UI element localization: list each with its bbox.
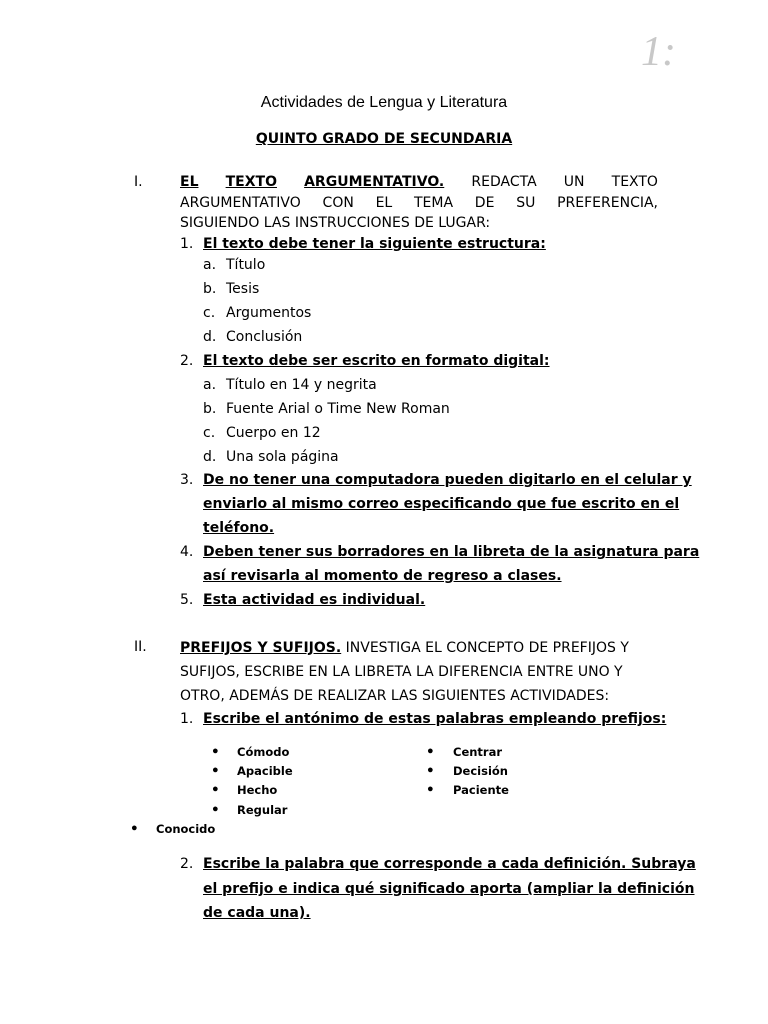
word-list-item: Regular bbox=[237, 803, 288, 817]
item-number: 5. bbox=[180, 592, 194, 608]
sub-item-text: Cuerpo en 12 bbox=[226, 425, 321, 441]
instruction-item-line: así revisarla al momento de regreso a clases. bbox=[203, 568, 562, 584]
page-number: 1: bbox=[641, 29, 676, 75]
item-number: 2. bbox=[180, 856, 194, 872]
sub-item-text: Argumentos bbox=[226, 305, 312, 321]
instruction-item-line: enviarlo al mismo correo especificando que fue escrito en el bbox=[203, 496, 680, 512]
instruction-item: Escribe el antónimo de estas palabras empleando prefijos: bbox=[203, 711, 667, 727]
bullet-icon: ● bbox=[131, 822, 138, 834]
section-1-intro-word: REDACTA bbox=[471, 174, 537, 190]
section-1-line-3: SIGUIENDO LAS INSTRUCCIONES DE LUGAR: bbox=[180, 215, 491, 231]
item-number: 1. bbox=[180, 711, 194, 727]
instruction-item-line: el prefijo e indica qué significado aporta (ampliar la definición bbox=[203, 881, 695, 897]
item-number: 2. bbox=[180, 353, 194, 369]
bullet-icon: ● bbox=[427, 783, 434, 795]
instruction-item-line: Deben tener sus borradores en la libreta de la asignatura para bbox=[203, 544, 700, 560]
instruction-item-line: De no tener una computadora pueden digitarlo en el celular y bbox=[203, 472, 692, 488]
instruction-item-line: Escribe la palabra que corresponde a cada definición. Subraya bbox=[203, 856, 696, 872]
section-2-intro: INVESTIGA EL CONCEPTO DE PREFIJOS Y bbox=[341, 640, 629, 656]
section-1-heading-word: TEXTO bbox=[225, 174, 277, 190]
word-list-item: Conocido bbox=[156, 822, 216, 836]
bullet-icon: ● bbox=[212, 803, 219, 815]
bullet-icon: ● bbox=[212, 783, 219, 795]
section-2-line-1 bbox=[180, 638, 658, 658]
bullet-icon: ● bbox=[427, 764, 434, 776]
sub-item-letter: c. bbox=[203, 305, 216, 321]
instruction-item-line: de cada una). bbox=[203, 905, 311, 921]
document-subtitle: QUINTO GRADO DE SECUNDARIA bbox=[255, 131, 513, 147]
sub-item-letter: d. bbox=[203, 449, 217, 465]
bullet-icon: ● bbox=[212, 745, 219, 757]
section-2-heading: PREFIJOS Y SUFIJOS. bbox=[180, 640, 342, 656]
word-list-item: Decisión bbox=[453, 764, 508, 778]
section-1-number: I. bbox=[134, 174, 143, 190]
section-1-intro-word: UN bbox=[563, 174, 585, 190]
item-number: 4. bbox=[180, 544, 194, 560]
section-1-intro-word: TEXTO bbox=[611, 174, 658, 190]
instruction-item-line: teléfono. bbox=[203, 520, 275, 536]
word-list-item: Hecho bbox=[237, 783, 278, 797]
section-1-line-1 bbox=[180, 172, 658, 192]
section-2-line-2: SUFIJOS, ESCRIBE EN LA LIBRETA LA DIFERENCIA ENTRE UNO Y bbox=[180, 664, 623, 680]
word-list-item: Paciente bbox=[453, 783, 509, 797]
instruction-item: El texto debe tener la siguiente estructura: bbox=[203, 236, 546, 252]
document-title: Actividades de Lengua y Literatura bbox=[260, 94, 508, 111]
sub-item-letter: a. bbox=[203, 377, 217, 393]
word-list-item: Cómodo bbox=[237, 745, 290, 759]
sub-item-text: Título bbox=[226, 257, 266, 273]
word-list-item: Apacible bbox=[237, 764, 293, 778]
item-number: 3. bbox=[180, 472, 194, 488]
sub-item-text: Una sola página bbox=[226, 449, 339, 465]
section-1-line-2: ARGUMENTATIVO CON EL TEMA DE SU PREFERENCIA, bbox=[180, 195, 658, 211]
sub-item-letter: b. bbox=[203, 281, 217, 297]
sub-item-letter: b. bbox=[203, 401, 217, 417]
bullet-icon: ● bbox=[212, 764, 219, 776]
section-2-number: II. bbox=[134, 639, 147, 655]
sub-item-text: Tesis bbox=[226, 281, 260, 297]
word-list-item: Centrar bbox=[453, 745, 503, 759]
sub-item-text: Conclusión bbox=[226, 329, 303, 345]
sub-item-letter: a. bbox=[203, 257, 217, 273]
sub-item-letter: c. bbox=[203, 425, 216, 441]
section-1-heading-word: ARGUMENTATIVO. bbox=[304, 174, 445, 190]
sub-item-text: Fuente Arial o Time New Roman bbox=[226, 401, 450, 417]
section-1-heading-word: EL bbox=[180, 174, 199, 190]
section-2-line-3: OTRO, ADEMÁS DE REALIZAR LAS SIGUIENTES ACTIVIDADES: bbox=[180, 688, 610, 704]
instruction-item: El texto debe ser escrito en formato digital: bbox=[203, 353, 550, 369]
sub-item-text: Título en 14 y negrita bbox=[226, 377, 377, 393]
sub-item-letter: d. bbox=[203, 329, 217, 345]
instruction-item: Esta actividad es individual. bbox=[203, 592, 426, 608]
item-number: 1. bbox=[180, 236, 194, 252]
bullet-icon: ● bbox=[427, 745, 434, 757]
